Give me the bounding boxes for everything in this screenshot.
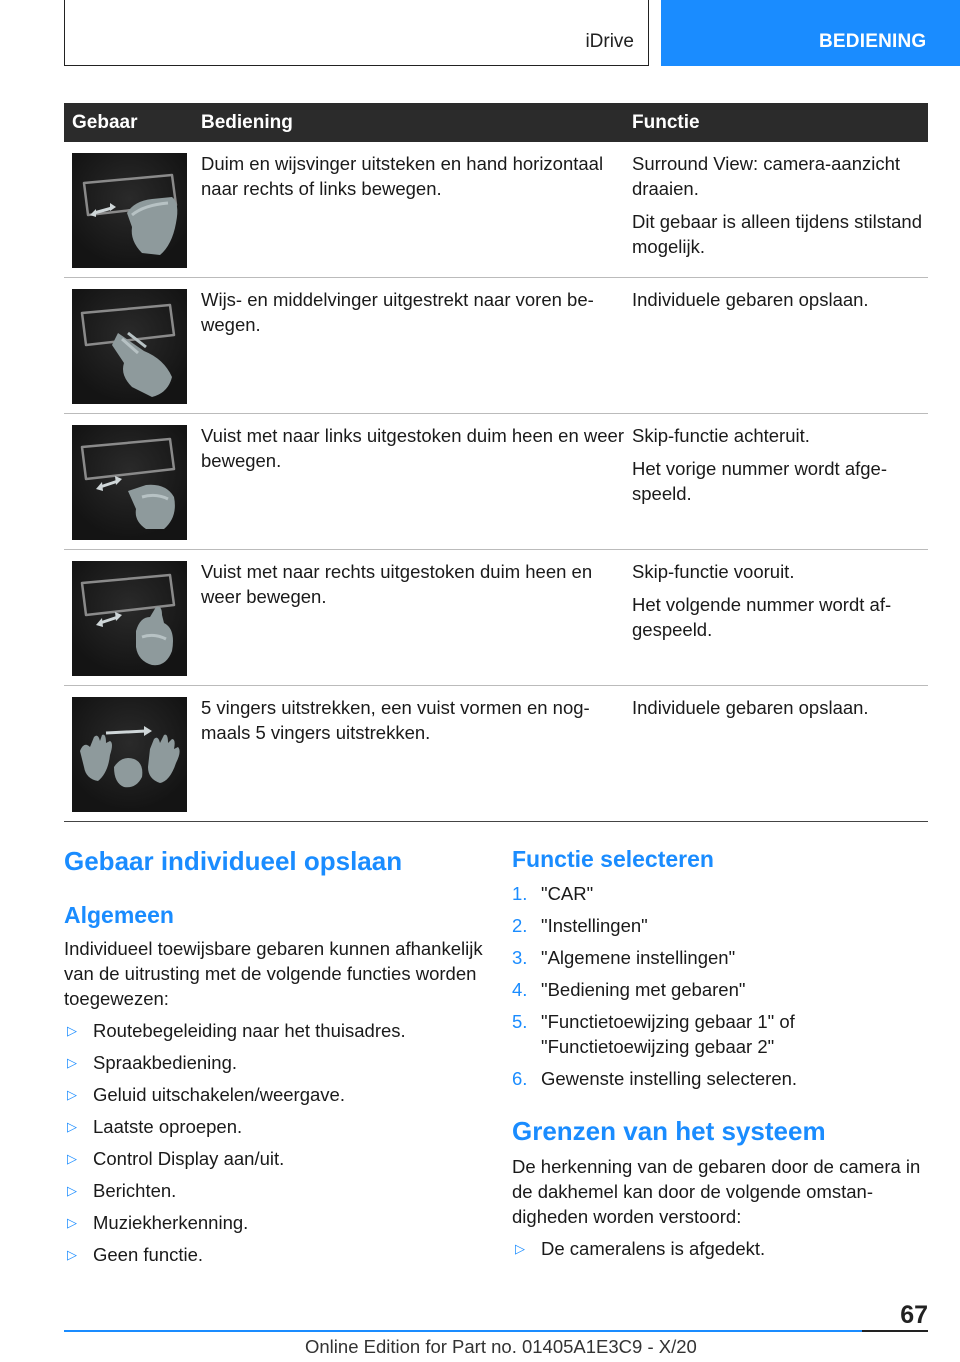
gesture-table bbox=[64, 103, 928, 822]
list-item: ▷ Geen functie. bbox=[67, 1244, 204, 1265]
triangle-right-icon: ▷ bbox=[515, 1241, 525, 1256]
triangle-right-icon: ▷ bbox=[67, 1055, 77, 1070]
section-title-grenzen: Grenzen van het systeem bbox=[512, 1116, 826, 1146]
section-title-gebaar-opslaan: Gebaar individueel opslaan bbox=[64, 846, 403, 876]
row-functie-line: Surround View: camera-aanzicht draaien. bbox=[632, 153, 901, 199]
table-header-row bbox=[64, 103, 928, 142]
list-item: 6. Gewenste instelling selecteren. bbox=[512, 1068, 798, 1089]
page-number: 67 bbox=[900, 1301, 928, 1329]
list-item: ▷ Spraakbediening. bbox=[67, 1052, 237, 1073]
row-bediening: Vuist met naar rechts uitgestoken duim heen en weer bewegen. bbox=[201, 561, 593, 607]
table-header-bediening: Bediening bbox=[201, 112, 293, 133]
functions-list bbox=[64, 1018, 484, 1274]
gesture-image-fist-thumb-right bbox=[72, 561, 187, 676]
row-functie bbox=[624, 278, 928, 413]
row-bediening: 5 vingers uitstrekken, een vuist vormen en nogmaals 5 vingers uitstrekken. bbox=[201, 697, 590, 743]
list-item: ▷ De cameralens is afgedekt. bbox=[515, 1238, 766, 1259]
table-row bbox=[64, 278, 928, 414]
algemeen-intro: Individueel toewijsbare gebaren kunnen afhankelijk van de uitrusting met de volgende functies worden toegewezen: bbox=[64, 938, 483, 1009]
row-functie-line: Individuele gebaren opslaan. bbox=[632, 697, 869, 718]
gesture-image-open-fist-open bbox=[72, 697, 187, 812]
table-row bbox=[64, 550, 928, 686]
row-functie-line: Het vorige nummer wordt afgespeeld. bbox=[632, 458, 888, 504]
table-header-gebaar: Gebaar bbox=[72, 112, 138, 133]
row-functie-line: Het volgende nummer wordt afgespeeld. bbox=[632, 594, 892, 640]
triangle-right-icon: ▷ bbox=[67, 1119, 77, 1134]
row-functie bbox=[624, 142, 928, 277]
list-item: 2. "Instellingen" bbox=[512, 915, 648, 936]
list-item: 5. "Functietoewijzing gebaar 1" of "Functietoewijzing gebaar 2" bbox=[512, 1011, 795, 1057]
triangle-right-icon: ▷ bbox=[67, 1247, 77, 1262]
list-item: 4. "Bediening met gebaren" bbox=[512, 979, 746, 1000]
triangle-right-icon: ▷ bbox=[67, 1183, 77, 1198]
row-bediening: Vuist met naar links uitgestoken duim heen en weer bewegen. bbox=[201, 425, 624, 471]
footer-rule-page bbox=[862, 1330, 928, 1332]
table-row bbox=[64, 142, 928, 278]
row-functie-line: Individuele gebaren opslaan. bbox=[632, 289, 869, 310]
list-item: 3. "Algemene instellingen" bbox=[512, 947, 736, 968]
table-row bbox=[64, 414, 928, 550]
subsection-title-algemeen: Algemeen bbox=[64, 902, 174, 928]
header-section-label: iDrive bbox=[585, 31, 634, 52]
list-item: ▷ Berichten. bbox=[67, 1180, 177, 1201]
list-item: ▷ Geluid uitschakelen/weergave. bbox=[67, 1084, 345, 1105]
header-section-box bbox=[64, 0, 649, 66]
list-item: 1. "CAR" bbox=[512, 883, 594, 904]
triangle-right-icon: ▷ bbox=[67, 1215, 77, 1230]
list-item: ▷ Laatste oproepen. bbox=[67, 1116, 243, 1137]
list-item: ▷ Muziekherkenning. bbox=[67, 1212, 249, 1233]
table-header-functie: Functie bbox=[632, 112, 700, 133]
row-functie-line: Dit gebaar is alleen tijdens stilstand mogelijk. bbox=[632, 211, 922, 257]
steps-list bbox=[512, 881, 928, 1098]
row-bediening: Duim en wijsvinger uitsteken en hand horizontaal naar rechts of links bewegen. bbox=[201, 153, 604, 199]
row-functie bbox=[624, 550, 928, 685]
header-chapter-box bbox=[661, 0, 960, 66]
limits-list bbox=[512, 1236, 928, 1268]
row-functie bbox=[624, 414, 928, 549]
footer-rule bbox=[64, 1330, 862, 1332]
gesture-image-rotate bbox=[72, 153, 187, 268]
gesture-image-fist-thumb-left bbox=[72, 425, 187, 540]
footer-edition: Online Edition for Part no. 01405A1E3C9 - X/20 bbox=[305, 1336, 697, 1357]
table-row bbox=[64, 686, 928, 822]
row-bediening: Wijs- en middelvinger uitgestrekt naar voren bewegen. bbox=[201, 289, 594, 335]
list-item: ▷ Control Display aan/uit. bbox=[67, 1148, 285, 1169]
triangle-right-icon: ▷ bbox=[67, 1151, 77, 1166]
header-chapter-label: BEDIENING bbox=[819, 31, 927, 52]
triangle-right-icon: ▷ bbox=[67, 1087, 77, 1102]
list-item: ▷ Routebegeleiding naar het thuisadres. bbox=[67, 1020, 406, 1041]
gesture-image-two-fingers bbox=[72, 289, 187, 404]
row-functie-line: Skip-functie achteruit. bbox=[632, 425, 810, 446]
row-functie-line: Skip-functie vooruit. bbox=[632, 561, 795, 582]
triangle-right-icon: ▷ bbox=[67, 1023, 77, 1038]
grenzen-intro: De herkenning van de gebaren door de camera in de dakhemel kan door de volgende omstandigheden worden verstoord: bbox=[512, 1156, 921, 1227]
section-title-functie-selecteren: Functie selecteren bbox=[512, 846, 714, 872]
row-functie bbox=[624, 686, 928, 821]
